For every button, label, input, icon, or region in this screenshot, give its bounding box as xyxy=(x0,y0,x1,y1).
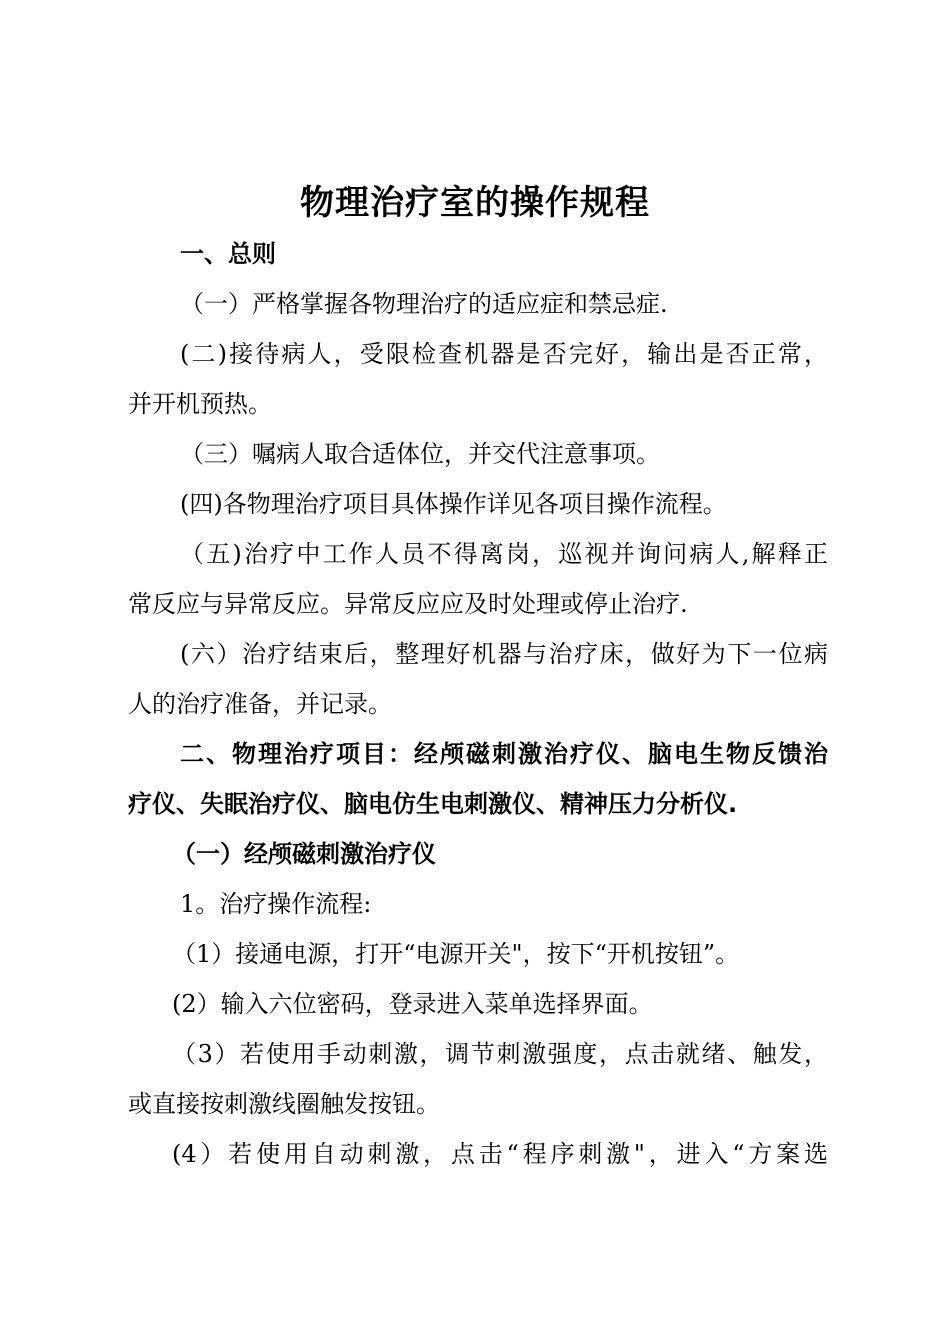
paragraph-line: 1。治疗操作流程: xyxy=(180,890,372,918)
paragraph-line: (六）治疗结束后，整理好机器与治疗床，做好为下一位病 xyxy=(180,640,828,668)
paragraph-line: (二)接待病人，受限检查机器是否完好，输出是否正常， xyxy=(180,340,828,368)
paragraph-line: (四)各物理治疗项目具体操作详见各项目操作流程。 xyxy=(180,490,727,518)
subsection-heading-tms: （一）经颅磁刺激治疗仪 xyxy=(172,839,436,868)
paragraph-line: (4）若使用自动刺激，点击“程序刺激"，进入“方案选 xyxy=(172,1140,828,1168)
paragraph-line: 或直接按刺激线圈触发按钮。 xyxy=(128,1090,440,1118)
paragraph-line: （1）接通电源，打开“电源开关"，按下“开机按钮”。 xyxy=(172,940,740,968)
section-heading-projects: 二、物理治疗项目：经颅磁刺激治疗仪、脑电生物反馈治 xyxy=(180,740,828,768)
paragraph-line: （三）嘱病人取合适体位，并交代注意事项。 xyxy=(180,440,660,468)
paragraph-line: 常反应与异常反应。异常反应应及时处理或停止治疗. xyxy=(128,590,688,618)
paragraph-line: (2）输入六位密码，登录进入菜单选择界面。 xyxy=(172,990,653,1018)
paragraph-line: （五)治疗中工作人员不得离岗，巡视并询问病人,解释正 xyxy=(180,540,828,568)
paragraph-line: （3）若使用手动刺激，调节刺激强度，点击就绪、触发， xyxy=(172,1040,828,1068)
paragraph-line: 并开机预热。 xyxy=(128,390,272,418)
paragraph-line: 人的治疗准备，并记录。 xyxy=(128,690,392,718)
document-title: 物理治疗室的操作规程 xyxy=(300,183,650,223)
paragraph-line: （一）严格掌握各物理治疗的适应症和禁忌症. xyxy=(180,290,668,318)
section-heading-projects-cont: 疗仪、失眠治疗仪、脑电仿生电刺激仪、精神压力分析仪. xyxy=(128,790,738,818)
section-heading-general: 一、总则 xyxy=(180,240,276,268)
